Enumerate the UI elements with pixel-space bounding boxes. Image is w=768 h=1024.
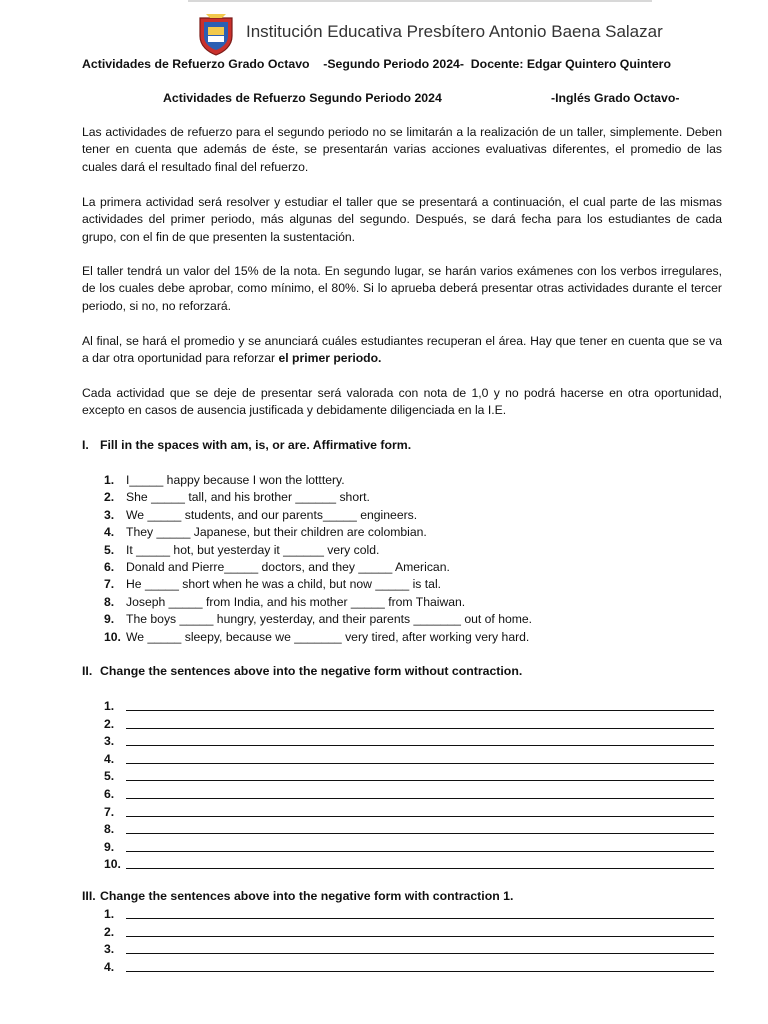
institution-name: Institución Educativa Presbítero Antonio Baena Salazar xyxy=(246,22,663,41)
item-number: 8. xyxy=(104,822,115,837)
blank-line xyxy=(126,798,714,799)
item-number: 7. xyxy=(104,804,115,819)
item-number: 1. xyxy=(104,473,115,487)
item-number: 9. xyxy=(104,612,115,627)
item-text: He _____ short when he was a child, but now _____ is tal. xyxy=(126,577,442,592)
item-number: 4. xyxy=(104,751,115,766)
item-number: 3. xyxy=(104,734,115,749)
answer-line[interactable] xyxy=(104,804,126,822)
item-text: The boys _____ hungry, yesterday, and their parents _______ out of home. xyxy=(126,612,533,627)
list-item xyxy=(104,542,532,559)
list-item xyxy=(104,594,532,611)
blank-line xyxy=(126,710,714,711)
section-2-title xyxy=(82,664,522,678)
item-number: 6. xyxy=(104,559,115,574)
answer-line[interactable] xyxy=(104,698,126,716)
section-3-number: III. xyxy=(82,889,96,903)
item-text: They _____ Japanese, but their children are colombian. xyxy=(126,525,427,540)
item-number: 9. xyxy=(104,839,115,854)
answer-line[interactable] xyxy=(104,839,126,857)
item-text: We _____ sleepy, because we _______ very tired, after working very hard. xyxy=(126,629,530,644)
answer-line[interactable] xyxy=(104,751,126,769)
section-3-list xyxy=(104,906,126,976)
list-item xyxy=(104,576,532,593)
answer-line[interactable] xyxy=(104,941,126,959)
answer-line[interactable] xyxy=(104,856,126,874)
answer-line[interactable] xyxy=(104,733,126,751)
blank-line xyxy=(126,780,714,781)
blank-line xyxy=(126,953,714,954)
item-number: 6. xyxy=(104,786,115,801)
blank-line xyxy=(126,728,714,729)
item-number: 8. xyxy=(104,594,115,609)
blank-line xyxy=(126,763,714,764)
item-number: 3. xyxy=(104,942,115,957)
item-number: 7. xyxy=(104,577,115,592)
item-number: 5. xyxy=(104,769,115,784)
item-number: 4. xyxy=(104,525,115,540)
paragraph-first-activity: La primera actividad será resolver y estudiar el taller que se presentará a continuación, el cual parte de las mismas actividades del primer periodo, más algunas del segundo. Después, se dará fecha para los estudiantes de cada grupo, con el fin de que presenten la sustentación. xyxy=(82,195,722,244)
item-number: 2. xyxy=(104,716,115,731)
document-title: Actividades de Refuerzo Grado Octavo -Segundo Periodo 2024- Docente: Edgar Quintero Quintero xyxy=(82,57,671,71)
section-3-text: Change the sentences above into the negative form with contraction 1. xyxy=(100,889,514,903)
item-text: It _____ hot, but yesterday it ______ very cold. xyxy=(126,542,380,557)
section-2-list xyxy=(104,698,126,874)
answer-line[interactable] xyxy=(104,959,126,977)
list-item xyxy=(104,629,532,646)
section-1-title xyxy=(82,438,411,452)
item-text: I_____ happy because I won the lotttery. xyxy=(126,473,345,487)
blank-line xyxy=(126,868,714,869)
blank-line xyxy=(126,936,714,937)
list-item xyxy=(104,524,532,541)
item-number: 1. xyxy=(104,907,115,921)
item-number: 10. xyxy=(104,629,121,644)
paragraph-workshop-value: El taller tendrá un valor del 15% de la nota. En segundo lugar, se harán varios exámenes con los verbos irregulares, de los cuales debe aprobar, como mínimo, el 80%. Si lo aprueba deberá presentar otras actividades durante el tercer periodo, si no, no reforzará. xyxy=(82,264,722,313)
item-text: She _____ tall, and his brother ______ short. xyxy=(126,490,370,505)
item-text: Joseph _____ from India, and his mother _____ from Thaiwan. xyxy=(126,594,466,609)
answer-line[interactable] xyxy=(104,906,126,924)
blank-line xyxy=(126,851,714,852)
answer-line[interactable] xyxy=(104,821,126,839)
answer-line[interactable] xyxy=(104,716,126,734)
paragraph-grading: Cada actividad que se deje de presentar será valorada con nota de 1,0 y no podrá hacerse en otra oportunidad, excepto en casos de ausencia justificada y debidamente diligenciada en la I.E. xyxy=(82,386,722,418)
blank-line xyxy=(126,833,714,834)
paragraph-final-text: Al final, se hará el promedio y se anunciará cuáles estudiantes recuperan el área. Hay que tener en cuenta que se va a dar otra oportunidad para reforzar xyxy=(82,334,722,366)
section-2-number: II. xyxy=(82,664,93,678)
letterhead xyxy=(188,0,663,60)
list-item xyxy=(104,507,532,524)
item-number: 3. xyxy=(104,507,115,522)
item-text: Donald and Pierre_____ doctors, and they _____ American. xyxy=(126,559,450,574)
section-1-text: Fill in the spaces with am, is, or are. Affirmative form. xyxy=(100,438,412,452)
document-subtitle: Actividades de Refuerzo Segundo Periodo 2024 xyxy=(163,91,442,105)
item-number: 5. xyxy=(104,542,115,557)
item-number: 2. xyxy=(104,490,115,505)
list-item xyxy=(104,559,532,576)
section-1-list xyxy=(104,472,532,646)
item-number: 2. xyxy=(104,924,115,939)
blank-line xyxy=(126,971,714,972)
list-item xyxy=(104,611,532,628)
paragraph-intro: Las actividades de refuerzo para el segundo periodo no se limitarán a la realización de un taller, simplemente. Deben tener en cuenta que además de éste, se presentarán varias acciones evaluativas diferentes, el promedio de las cuales dará el resultado final del refuerzo. xyxy=(82,125,722,174)
section-3-title xyxy=(82,889,513,903)
item-number: 10. xyxy=(104,857,121,872)
list-item xyxy=(104,489,532,506)
blank-line xyxy=(126,918,714,919)
course-label: -Inglés Grado Octavo- xyxy=(551,91,680,105)
item-text: We _____ students, and our parents_____ engineers. xyxy=(126,507,418,522)
answer-line[interactable] xyxy=(104,786,126,804)
blank-line xyxy=(126,816,714,817)
blank-line xyxy=(126,745,714,746)
answer-line[interactable] xyxy=(104,768,126,786)
section-2-text: Change the sentences above into the negative form without contraction. xyxy=(100,664,523,678)
school-shield-icon xyxy=(196,12,236,56)
list-item xyxy=(104,472,532,489)
paragraph-final-bold: el primer periodo. xyxy=(278,351,382,366)
answer-line[interactable] xyxy=(104,924,126,942)
item-number: 4. xyxy=(104,959,115,974)
paragraph-final xyxy=(82,333,722,368)
section-1-number: I. xyxy=(82,438,89,452)
item-number: 1. xyxy=(104,699,115,713)
